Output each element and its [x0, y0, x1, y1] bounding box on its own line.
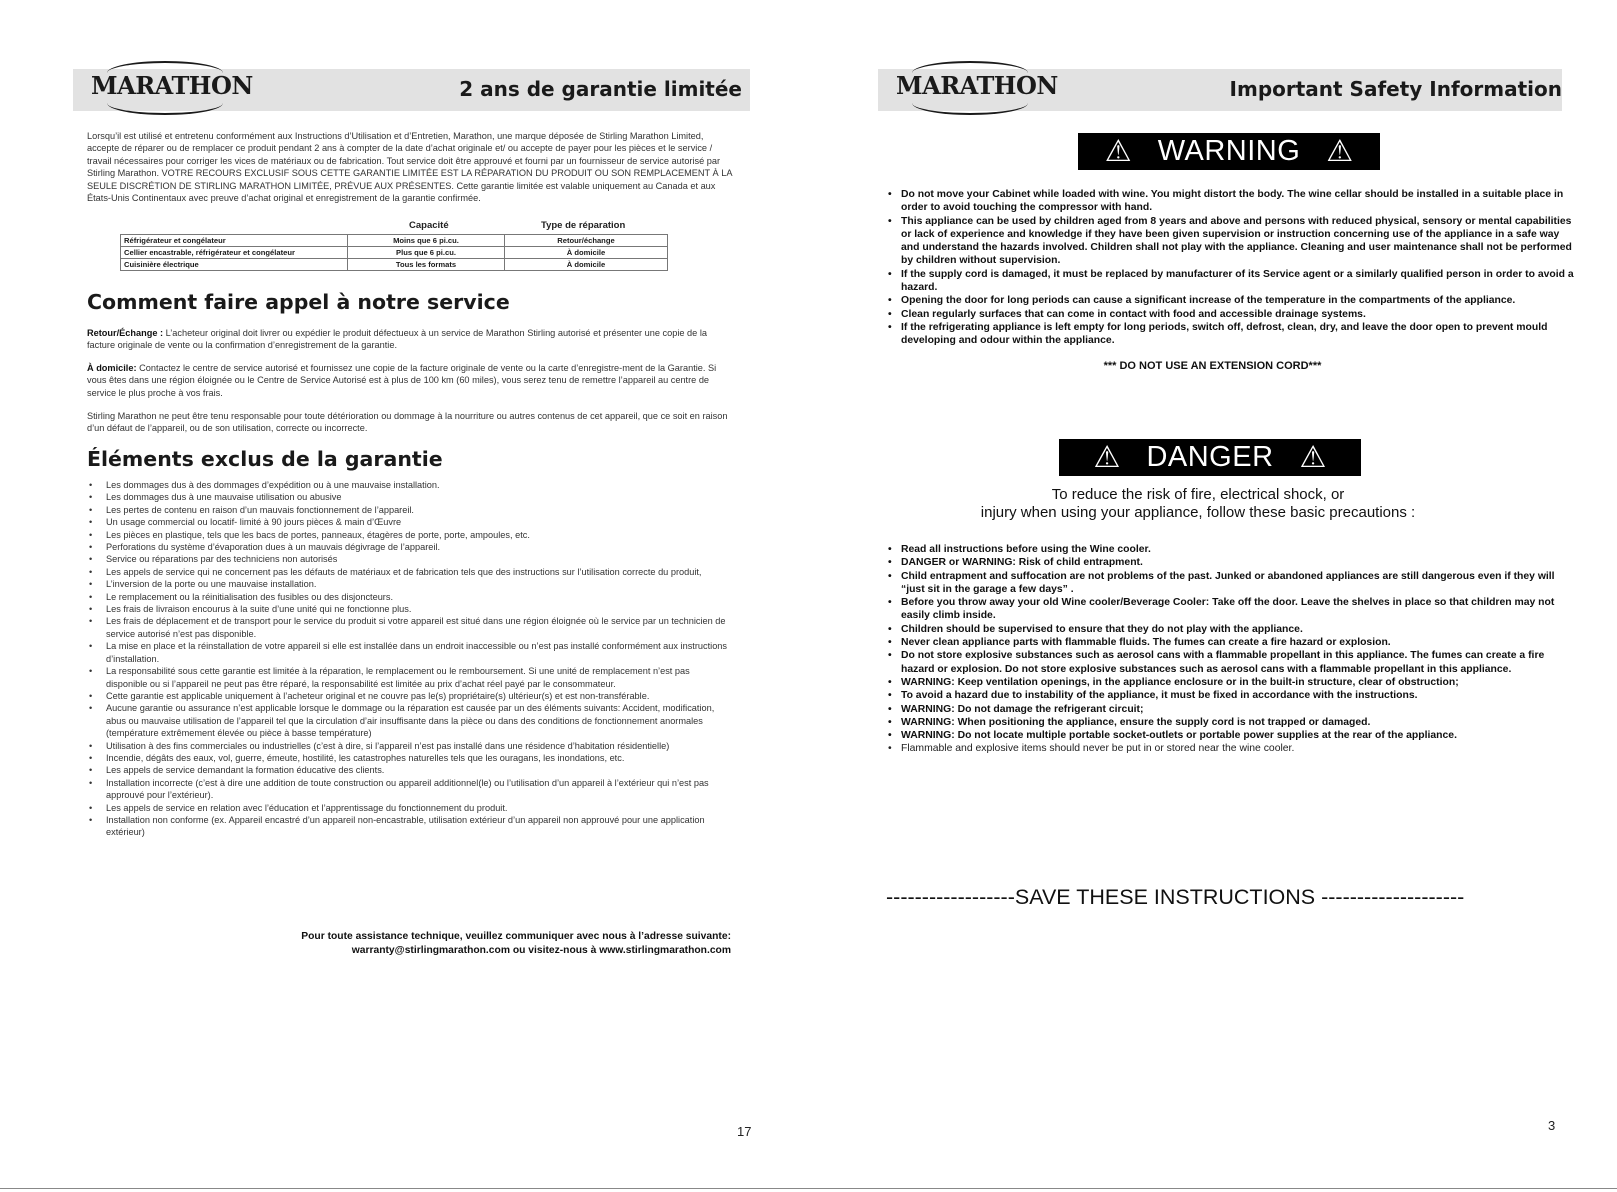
warning-icon: ⚠	[1326, 135, 1354, 168]
repair-cell: À domicile	[505, 247, 668, 259]
liability-paragraph: Stirling Marathon ne peut être tenu responsable pour toute détérioration ou dommage à la nourriture ou autres contenus de cet appareil, que ce soit en raison d’un défaut de l’appareil, ou de son utilisation, correcte ou incorrecte.	[87, 411, 728, 434]
repair-cell: À domicile	[505, 259, 668, 271]
list-item: • Before you throw away your old Wine cooler/Beverage Cooler: Take off the door. Leave the shelves in place so that children may not easily climb inside.	[887, 596, 1577, 623]
excluded-heading: Éléments exclus de la garantie	[87, 447, 443, 471]
list-item: • Les appels de service demandant la formation éducative des clients.	[87, 764, 733, 776]
list-item: • L’inversion de la porte ou une mauvaise installation.	[87, 578, 733, 590]
right-page	[808, 0, 1617, 1192]
home-label: À domicile:	[87, 363, 137, 373]
list-item: • Installation incorrecte (c’est à dire une addition de toute construction ou appareil additionnel(le) ou l’utilisation d’un appareil à l’extérieur qui n’est pas approuvé pour l’extérieur).	[87, 777, 733, 802]
list-item: • WARNING: Do not damage the refrigerant circuit;	[887, 703, 1577, 716]
list-item: • Do not move your Cabinet while loaded with wine. You might distort the body. The wine cellar should be installed in a suitable place in order to avoid touching the compressor with hand.	[887, 188, 1577, 215]
precautions-intro	[918, 486, 1478, 522]
return-text: L’acheteur original doit livrer ou expédier le produit défectueux à un service de Marathon Stirling autorisé et présenter une copie de la facture originale de vente ou la confirmation d’enregistrement de la garantie.	[87, 328, 707, 351]
list-item: • To avoid a hazard due to instability of the appliance, it must be fixed in accordance with the instructions.	[887, 689, 1577, 702]
list-item: • Flammable and explosive items should never be put in or stored near the wine cooler.	[887, 742, 1577, 755]
marathon-logo	[896, 61, 1058, 119]
list-item: • Read all instructions before using the Wine cooler.	[887, 543, 1577, 556]
warning-label: WARNING	[1157, 135, 1301, 167]
list-item: • Les dommages dus à une mauvaise utilisation ou abusive	[87, 491, 733, 503]
warning-list	[887, 188, 1577, 348]
list-item: • Les frais de livraison encourus à la suite d’une unité qui ne fonctionne plus.	[87, 603, 733, 615]
capacity-cell: Tous les formats	[348, 259, 505, 271]
list-item: • If the refrigerating appliance is left empty for long periods, switch off, defrost, clean, dry, and leave the door open to prevent mould developing and odour within the appliance.	[887, 321, 1577, 348]
left-page	[0, 0, 808, 1192]
list-item: • Installation non conforme (ex. Appareil encastré d’un appareil non-encastrable, utilisation extérieur d’un appareil non approuvé pour une application extérieur)	[87, 814, 733, 839]
precautions-line: To reduce the risk of fire, electrical shock, or	[1051, 486, 1345, 503]
list-item: • Opening the door for long periods can cause a significant increase of the temperature in the compartments of the appliance.	[887, 294, 1577, 307]
list-item: • Child entrapment and suffocation are not problems of the past. Junked or abandoned appliances are still dangerous even if they will “just sit in the garage a few days” .	[887, 570, 1577, 597]
list-item: • WARNING: When positioning the appliance, ensure the supply cord is not trapped or damaged.	[887, 716, 1577, 729]
repair-table	[120, 234, 668, 271]
list-item: • This appliance can be used by children aged from 8 years and above and persons with reduced physical, sensory or mental capabilities or lack of experience and knowledge if they have been given supervision or instruction concerning use of the appliance in a safe way and understand the hazards involved. Children shall not play with the appliance. Cleaning and user maintenance shall not be performed by children without supervision.	[887, 215, 1577, 268]
list-item: • Le remplacement ou la réinitialisation des fusibles ou des disjoncteurs.	[87, 591, 733, 603]
list-item: • Les dommages dus à des dommages d’expédition ou à une mauvaise installation.	[87, 479, 733, 491]
right-header	[878, 69, 1562, 111]
list-item: • DANGER or WARNING: Risk of child entrapment.	[887, 556, 1577, 569]
return-label: Retour/Échange :	[87, 328, 164, 338]
danger-list	[887, 543, 1577, 756]
product-cell: Réfrigérateur et congélateur	[121, 235, 348, 247]
page-number: 17	[737, 1124, 752, 1139]
save-instructions: ------------------SAVE THESE INSTRUCTIONS --------------------	[886, 885, 1465, 909]
repair-type-header: Type de réparation	[541, 220, 626, 231]
warning-banner	[1078, 133, 1380, 170]
logo-text: MARATHON	[91, 71, 253, 100]
page-title: 2 ans de garantie limitée	[459, 77, 742, 101]
assistance-line: Pour toute assistance technique, veuillez communiquer avec nous à l’adresse suivante:	[301, 931, 731, 942]
table-row	[121, 235, 668, 247]
list-item: • WARNING: Do not locate multiple portable socket-outlets or portable power supplies at the rear of the appliance.	[887, 729, 1577, 742]
list-item: • Incendie, dégâts des eaux, vol, guerre, émeute, hostilité, les catastrophes naturelles tels que les ouragans, les inondations, etc.	[87, 752, 733, 764]
list-item: • Service ou réparations par des techniciens non autorisés	[87, 553, 733, 565]
list-item: • Les appels de service qui ne concernent pas les défauts de matériaux et de fabrication tels que des instructions sur l’utilisation correcte du produit,	[87, 566, 733, 578]
list-item: • Never clean appliance parts with flammable fluids. The fumes can create a fire hazard or explosion.	[887, 636, 1577, 649]
list-item: • Perforations du système d’évaporation dues à un mauvais dégivrage de l’appareil.	[87, 541, 733, 553]
assistance-contact	[131, 930, 731, 958]
list-item: • Children should be supervised to ensure that they do not play with the appliance.	[887, 623, 1577, 636]
capacity-cell: Plus que 6 pi.cu.	[348, 247, 505, 259]
danger-label: DANGER	[1146, 441, 1274, 473]
danger-icon: ⚠	[1299, 441, 1327, 474]
home-service-paragraph	[87, 362, 733, 399]
product-cell: Cuisinière électrique	[121, 259, 348, 271]
list-item: • Aucune garantie ou assurance n’est applicable lorsque le dommage ou la réparation est causée par un des éléments suivants: Accident, modification, abus ou mauvaise utilisation de l’appareil tel que la circulation d’air insuffisante dans la pièce ou dans des conditions de fonctionnement anormales (température extrêmement élevée ou pièce à basse température)	[87, 702, 733, 739]
list-item: • Les appels de service en relation avec l’éducation et l’apprentissage du fonctionnement du produit.	[87, 802, 733, 814]
exclusions-list	[87, 479, 733, 839]
list-item: • Un usage commercial ou locatif- limité à 90 jours pièces & main d’Œuvre	[87, 516, 733, 528]
page-title: Important Safety Information	[1229, 77, 1562, 101]
list-item: • Les frais de déplacement et de transport pour le service du produit si votre appareil est situé dans une région éloignée où le service par un technicien de service autorisé n’est pas disponible.	[87, 615, 733, 640]
list-item: • Do not store explosive substances such as aerosol cans with a flammable propellant in this appliance. The fumes can create a fire hazard or explosion. Do not store explosive substances such as aerosol cans with a flammable propellant in this appliance.	[887, 649, 1577, 676]
bottom-divider	[0, 1188, 1617, 1189]
repair-cell: Retour/échange	[505, 235, 668, 247]
warning-icon: ⚠	[1104, 135, 1132, 168]
product-cell: Cellier encastrable, réfrigérateur et congélateur	[121, 247, 348, 259]
warranty-intro: Lorsqu’il est utilisé et entretenu conformément aux Instructions d’Utilisation et d’Entretien, Marathon, une marque déposée de Stirling Marathon Limited, accepte de réparer ou de remplacer ce produit pendant 2 ans à compter de la date d’achat originale et/ ou accepte de payer pour les pièces et le service / travail nécessaires pour corriger les vices de matériaux ou de fabrication. Tout service doit être approuvé et fourni par un fournisseur de service autorisé par Stirling Marathon. VOTRE RECOURS EXCLUSIF SOUS CETTE GARANTIE LIMITÉE EST LA RÉPARATION DU PRODUIT OU SON REMPLACEMENT À LA SEULE DISCRÉTION DE STIRLING MARATHON LIMITÉE, PRÉVUE AUX PRÉSENTES. Cette garantie limitée est valable uniquement au Canada et aux États-Unis Continentaux avec preuve d’achat original et enregistrement de la garantie confirmée.	[87, 131, 732, 204]
list-item: • Utilisation à des fins commerciales ou industrielles (c’est à dire, si l’appareil n’est pas installé dans une résidence d’habitation résidentielle)	[87, 740, 733, 752]
list-item: • La responsabilité sous cette garantie est limitée à la réparation, le remplacement ou le remboursement. Si une unité de remplacement n’est pas disponible ou si l’appareil ne peut pas être réparé, la responsabilité est limitée au prix d’achat réel payé par le consommateur.	[87, 665, 733, 690]
danger-banner	[1059, 439, 1361, 476]
left-header	[73, 69, 750, 111]
danger-icon: ⚠	[1093, 441, 1121, 474]
list-item: • La mise en place et la réinstallation de votre appareil si elle est installée dans un endroit inaccessible ou n’est pas installé conformément aux instructions d’installation.	[87, 640, 733, 665]
service-heading: Comment faire appel à notre service	[87, 290, 510, 314]
list-item: • WARNING: Keep ventilation openings, in the appliance enclosure or in the built-in structure, clear of obstruction;	[887, 676, 1577, 689]
precautions-line: injury when using your appliance, follow these basic precautions :	[980, 504, 1416, 521]
list-item: • Les pertes de contenu en raison d’un mauvais fonctionnement de l’appareil.	[87, 504, 733, 516]
extension-cord-notice: *** DO NOT USE AN EXTENSION CORD***	[1103, 360, 1322, 372]
marathon-logo	[91, 61, 253, 119]
return-exchange-paragraph	[87, 327, 733, 352]
list-item: • Les pièces en plastique, tels que les bacs de portes, panneaux, étagères de porte, porte, ampoules, etc.	[87, 529, 733, 541]
list-item: • If the supply cord is damaged, it must be replaced by manufacturer of its Service agent or a similarly qualified person in order to avoid a hazard.	[887, 268, 1577, 295]
page-number: 3	[1548, 1118, 1556, 1133]
contact-links[interactable]: warranty@stirlingmarathon.com ou visitez-nous à www.stirlingmarathon.com	[351, 945, 731, 956]
table-headers	[87, 220, 733, 234]
table-row	[121, 259, 668, 271]
list-item: • Cette garantie est applicable uniquement à l’acheteur original et ne couvre pas le(s) propriétaire(s) ultérieur(s) et est non-transférable.	[87, 690, 733, 702]
capacity-header: Capacité	[409, 220, 449, 231]
capacity-cell: Moins que 6 pi.cu.	[348, 235, 505, 247]
logo-text: MARATHON	[896, 71, 1058, 100]
home-text: Contactez le centre de service autorisé et fournissez une copie de la facture originale de vente ou la carte d’enregistre-ment de la Garantie. Si vous êtes dans une région éloignée ou le Centre de Service Autorisé est à plus de 100 km (60 miles), vous serez tenu de remettre l’appareil au centre de service le plus proche à vos frais.	[87, 363, 717, 398]
table-row	[121, 247, 668, 259]
list-item: • Clean regularly surfaces that can come in contact with food and accessible drainage systems.	[887, 308, 1577, 321]
